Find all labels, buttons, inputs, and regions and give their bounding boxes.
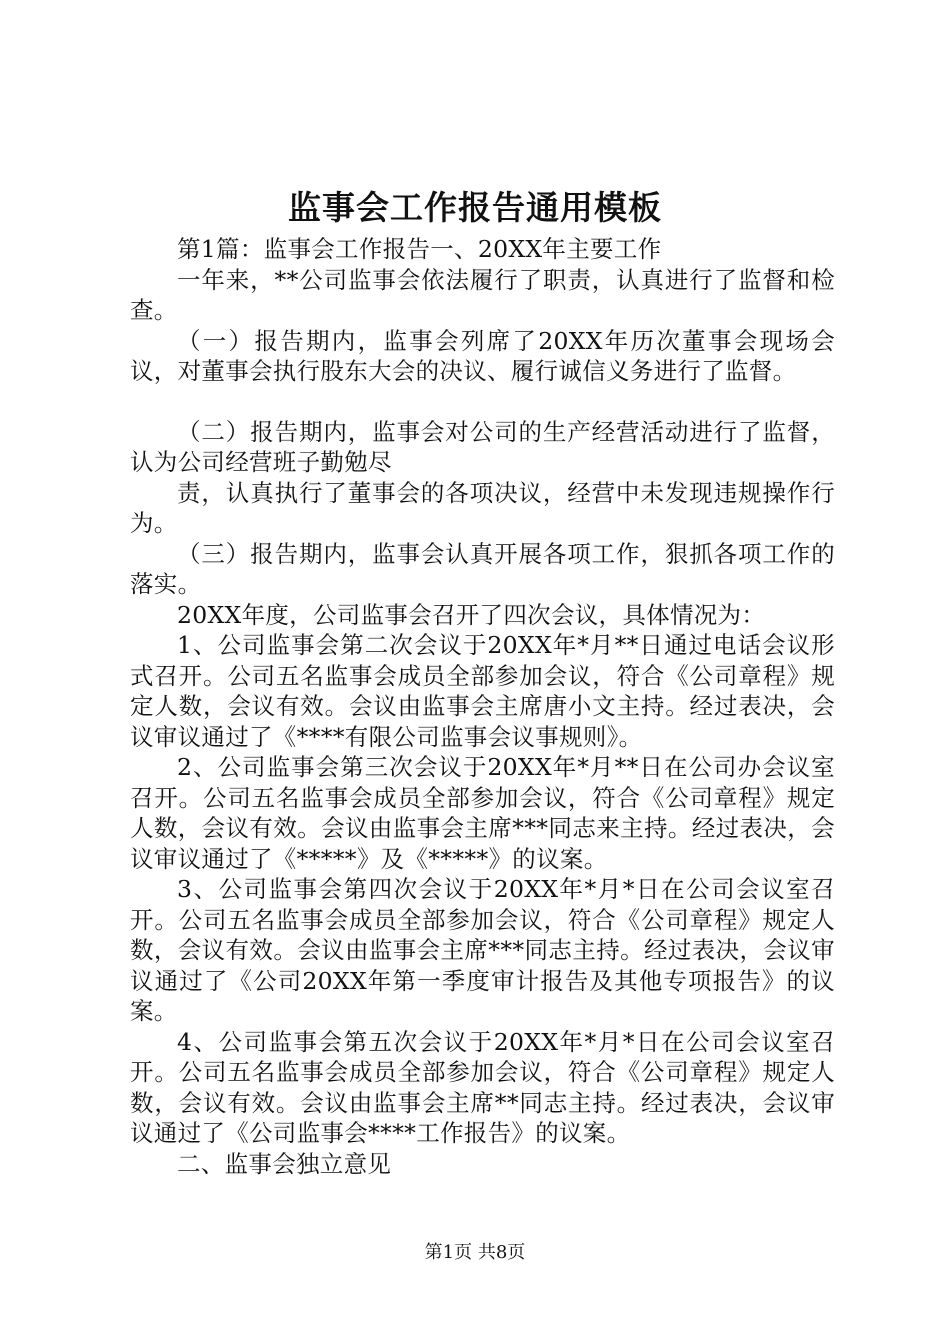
meeting-item: 1、公司监事会第二次会议于20XX年*月**日通过电话会议形式召开。公司五名监事会成员全部参加会议，符合《公司章程》规定人数，会议有效。会议由监事会主席唐小文主持。经过表决，会议审议通过了《****有限公司监事会议事规则》。 [130,631,835,751]
paragraph-heading: 第1篇：监事会工作报告一、20XX年主要工作 [177,235,662,263]
meeting-item: 4、公司监事会第五次会议于20XX年*月*日在公司会议室召开。公司五名监事会成员全部参加会议，符合《公司章程》规定人数，会议有效。会议由监事会主席**同志主持。经过表决，会议审议通过了《公司监事会****工作报告》的议案。 [130,1027,835,1147]
paragraph: （二）报告期内，监事会对公司的生产经营活动进行了监督，认为公司经营班子勤勉尽 [130,417,835,476]
page-footer: 第1页 共8页 [424,1242,526,1263]
paragraph: 一年来，**公司监事会依法履行了职责，认真进行了监督和检查。 [130,265,835,324]
meeting-item: 3、公司监事会第四次会议于20XX年*月*日在公司会议室召开。公司五名监事会成员全部参加会议，符合《公司章程》规定人数，会议有效。会议由监事会主席***同志主持。经过表决，会议审议通过了《公司20XX年第一季度审计报告及其他专项报告》的议案。 [130,875,835,1025]
paragraph: 20XX年度，公司监事会召开了四次会议，具体情况为： [177,600,766,629]
document-title: 监事会工作报告通用模板 [288,188,662,227]
paragraph: （一）报告期内，监事会列席了20XX年历次董事会现场会议，对董事会执行股东大会的决议、履行诚信义务进行了监督。 [130,326,835,385]
paragraph: （三）报告期内，监事会认真开展各项工作，狠抓各项工作的落实。 [130,539,835,598]
section-heading: 二、监事会独立意见 [177,1149,392,1178]
document-body [130,234,835,1179]
paragraph: 责，认真执行了董事会的各项决议，经营中未发现违规操作行为。 [130,478,835,537]
meeting-item: 2、公司监事会第三次会议于20XX年*月**日在公司办会议室召开。公司五名监事会成员全部参加会议，符合《公司章程》规定人数，会议有效。会议由监事会主席***同志来主持。经过表决，会议审议通过了《*****》及《*****》的议案。 [130,753,835,873]
